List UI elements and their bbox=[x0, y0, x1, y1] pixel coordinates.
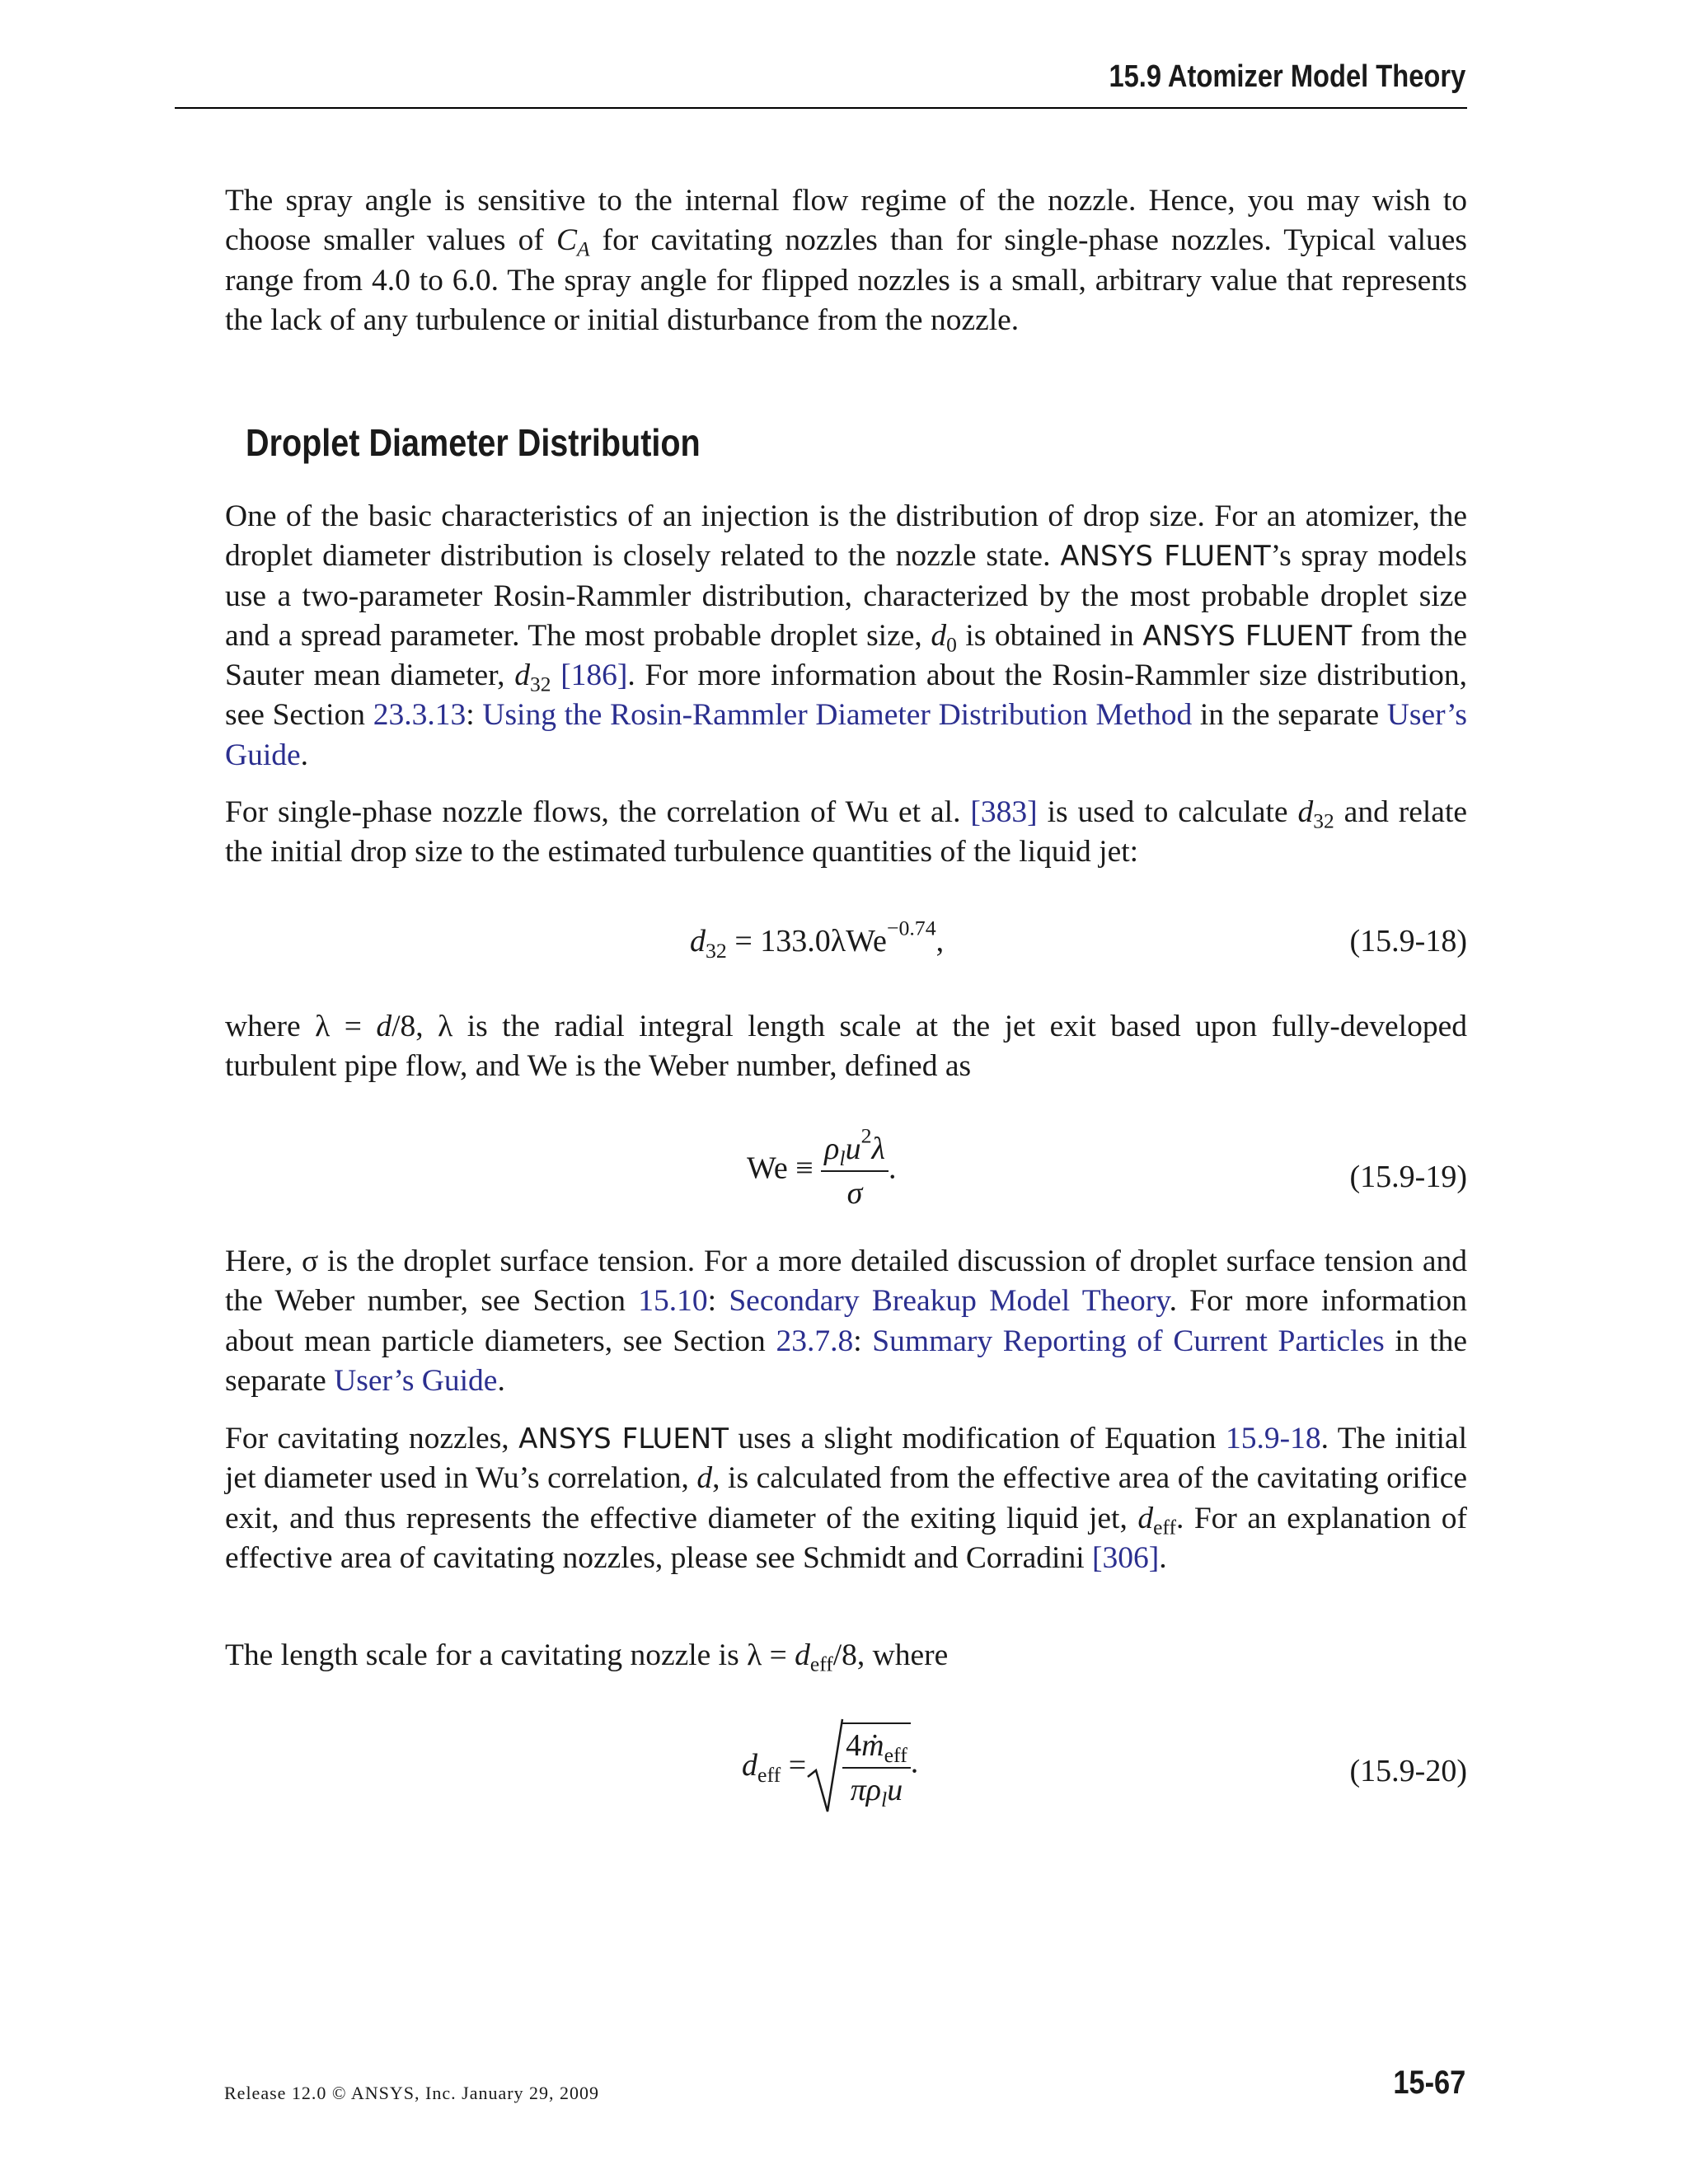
p2-text-b: ’s spray models use a two-parameter Rosin-Rammler distribution, characterized by the most probable droplet size and a spread parameter. The most probable droplet size, bbox=[225, 539, 1467, 653]
eq19-end: . bbox=[888, 1151, 897, 1186]
symbol-deff: d bbox=[1137, 1501, 1154, 1535]
p7-text-b: /8, where bbox=[832, 1638, 949, 1672]
eq20-lhs-group bbox=[742, 1747, 807, 1787]
paragraph-cavitating-length-scale bbox=[225, 1636, 1467, 1675]
eq20-pi: π bbox=[850, 1773, 866, 1807]
eq19-lambda: λ bbox=[871, 1132, 885, 1166]
eq20-end: . bbox=[910, 1745, 919, 1780]
eq18-lhs: d bbox=[690, 924, 706, 958]
running-header-title: 15.9 Atomizer Model Theory bbox=[1109, 59, 1465, 94]
eq18-rhs: = 133.0λWe bbox=[726, 924, 887, 958]
eq20-lhs: d bbox=[742, 1748, 757, 1783]
eq20-lhs-sub: eff bbox=[757, 1762, 781, 1787]
p3-text-b: is used to calculate bbox=[1037, 795, 1298, 829]
equation-number-15-9-20: (15.9-20) bbox=[1349, 1754, 1467, 1788]
p2-text-a: One of the basic characteristics of an injection is the distribution of drop size. For an atomizer, the droplet diameter distribution is closely related to the nozzle state. bbox=[225, 499, 1467, 574]
p5-text-c: in the separate bbox=[225, 1324, 1467, 1398]
eq20-rho-sub: l bbox=[881, 1787, 888, 1811]
symbol-d0: d bbox=[931, 618, 947, 653]
equation-15-9-18 bbox=[690, 916, 945, 963]
eq18-lhs-sub: 32 bbox=[706, 938, 727, 963]
eq19-fraction bbox=[821, 1123, 889, 1212]
release-footer: Release 12.0 © ANSYS, Inc. January 29, 2009 bbox=[224, 2083, 600, 2103]
symbol-d32: d bbox=[514, 658, 530, 693]
symbol-c: C bbox=[556, 223, 577, 258]
eq20-sqrt bbox=[806, 1722, 911, 1811]
equation-number-15-9-18: (15.9-18) bbox=[1349, 924, 1467, 958]
symbol-d: d bbox=[696, 1461, 713, 1496]
eq20-u: u bbox=[887, 1773, 903, 1807]
radical-sign-icon bbox=[806, 1718, 844, 1815]
symbol-d0-sub: 0 bbox=[946, 632, 957, 657]
eq20-numerator bbox=[842, 1727, 911, 1769]
eq19-rho: ρ bbox=[824, 1132, 840, 1166]
product-name: ANSYS FLUENT bbox=[1142, 619, 1353, 653]
page-number: 15-67 bbox=[1393, 2064, 1465, 2101]
p6-text-f: . For an explanation of effective area of cavitating nozzles, please see Schmidt and Corradini bbox=[225, 1501, 1467, 1575]
eq20-four: 4 bbox=[846, 1728, 862, 1763]
p5-sep2: : bbox=[853, 1324, 873, 1358]
eq19-numerator bbox=[821, 1123, 889, 1172]
section-title-link-summary-reporting[interactable]: Summary Reporting of Current Particles bbox=[872, 1324, 1385, 1358]
p2-text-f: in the separate bbox=[1192, 698, 1387, 733]
eq19-u: u bbox=[845, 1132, 861, 1166]
p6-text-b: uses a slight modification of Equation bbox=[729, 1422, 1226, 1455]
p5-text-b: . For more information about mean particle diameters, see Section bbox=[225, 1284, 1467, 1358]
product-name: ANSYS FLUENT bbox=[1060, 540, 1271, 574]
intro-text-b: for cavitating nozzles than for single-phase nozzles. Typical values range from 4.0 to 6.0. The spray angle for flipped nozzles is a small, arbitrary value that represents the lack of any turbulence or initial disturbance from the nozzle. bbox=[225, 223, 1468, 337]
intro-paragraph bbox=[225, 181, 1467, 340]
section-title-link-rosin-rammler[interactable]: Using the Rosin-Rammler Diameter Distribution Method bbox=[482, 698, 1193, 733]
p2-text-g: . bbox=[300, 738, 309, 772]
symbol-deff: d bbox=[795, 1638, 810, 1672]
p4-text-a: where λ = bbox=[225, 1010, 377, 1043]
paragraph-length-scale bbox=[225, 1007, 1467, 1087]
paragraph-distribution bbox=[225, 497, 1467, 776]
p6-text-e: , is calculated from the effective area of the cavitating orifice exit, and thus represents the effective diameter of the exiting liquid jet, bbox=[225, 1461, 1467, 1535]
citation-link-186[interactable]: [186] bbox=[560, 658, 628, 693]
paragraph-surface-tension bbox=[225, 1242, 1467, 1401]
paragraph-cavitating bbox=[225, 1419, 1467, 1578]
p2-text-d: from the Sauter mean diameter, bbox=[225, 618, 1468, 693]
symbol-c-sub: A bbox=[576, 237, 590, 261]
p2-sep: : bbox=[466, 698, 483, 733]
eq19-sigma: σ bbox=[846, 1176, 863, 1211]
section-link-23-3-13[interactable]: 23.3.13 bbox=[373, 698, 467, 733]
eq20-mdot-sub: eff bbox=[884, 1742, 907, 1767]
section-link-23-7-8[interactable]: 23.7.8 bbox=[776, 1324, 854, 1358]
equation-link-15-9-18[interactable]: 15.9-18 bbox=[1225, 1422, 1321, 1455]
symbol-d32-sub: 32 bbox=[529, 672, 551, 696]
symbol-d: d bbox=[376, 1010, 392, 1043]
section-heading: Droplet Diameter Distribution bbox=[246, 421, 701, 464]
equation-number-15-9-19: (15.9-19) bbox=[1349, 1160, 1467, 1194]
p6-text-a: For cavitating nozzles, bbox=[225, 1422, 519, 1455]
eq20-equals: = bbox=[781, 1748, 807, 1783]
eq18-exponent: −0.74 bbox=[886, 916, 936, 940]
symbol-deff-sub: eff bbox=[1153, 1515, 1176, 1540]
symbol-d32-sub: 32 bbox=[1313, 808, 1334, 833]
p2-text-c: is obtained in bbox=[956, 618, 1143, 653]
eq20-denominator bbox=[842, 1769, 911, 1811]
section-link-15-10[interactable]: 15.10 bbox=[638, 1284, 708, 1319]
p3-text-c: and relate the initial drop size to the estimated turbulence quantities of the liquid jet: bbox=[225, 795, 1468, 869]
p5-text-d: . bbox=[497, 1363, 505, 1398]
p4-text-b: /8, λ is the radial integral length scale at the jet exit based upon fully-developed turbulent pipe flow, and We is the Weber number, defined as bbox=[225, 1010, 1467, 1084]
p6-text-c: . The initial jet diameter used in Wu’s correlation, bbox=[225, 1422, 1467, 1496]
eq20-rho: ρ bbox=[865, 1773, 882, 1807]
eq20-radicand bbox=[842, 1722, 911, 1811]
p2-text-e: . For more information about the Rosin-Rammler size distribution, see Section bbox=[225, 658, 1467, 733]
eq19-rho-sub: l bbox=[839, 1146, 846, 1170]
eq20-fraction bbox=[842, 1727, 911, 1811]
equation-15-9-19 bbox=[747, 1123, 897, 1212]
product-name: ANSYS FLUENT bbox=[518, 1422, 729, 1455]
p5-text-a: Here, σ is the droplet surface tension. For a more detailed discussion of droplet surface tension and the Weber number, see Section bbox=[225, 1244, 1467, 1319]
intro-text-a: The spray angle is sensitive to the internal flow regime of the nozzle. Hence, you may wish to choose smaller values of bbox=[225, 184, 1467, 258]
equation-15-9-20 bbox=[742, 1722, 919, 1811]
p6-text-g: . bbox=[1159, 1540, 1167, 1575]
users-guide-link[interactable]: User’s Guide bbox=[334, 1363, 498, 1398]
p7-text-a: The length scale for a cavitating nozzle is λ = bbox=[225, 1638, 795, 1672]
header-rule bbox=[175, 107, 1467, 109]
citation-link-383[interactable]: [383] bbox=[970, 795, 1038, 829]
symbol-d32: d bbox=[1297, 795, 1314, 829]
paragraph-wu-correlation bbox=[225, 793, 1467, 873]
users-guide-link[interactable]: User’s Guide bbox=[225, 698, 1467, 772]
eq19-lhs: We ≡ bbox=[747, 1151, 822, 1186]
p5-sep1: : bbox=[707, 1284, 729, 1319]
eq19-denominator bbox=[821, 1172, 889, 1212]
citation-link-306[interactable]: [306] bbox=[1092, 1540, 1160, 1575]
p3-text-a: For single-phase nozzle flows, the correlation of Wu et al. bbox=[225, 795, 971, 829]
symbol-deff-sub: eff bbox=[809, 1652, 833, 1676]
eq19-exp: 2 bbox=[860, 1123, 872, 1148]
section-title-link-secondary-breakup[interactable]: Secondary Breakup Model Theory bbox=[729, 1284, 1170, 1319]
eq18-end: , bbox=[935, 924, 945, 958]
eq20-mdot: ṁ bbox=[861, 1728, 884, 1763]
